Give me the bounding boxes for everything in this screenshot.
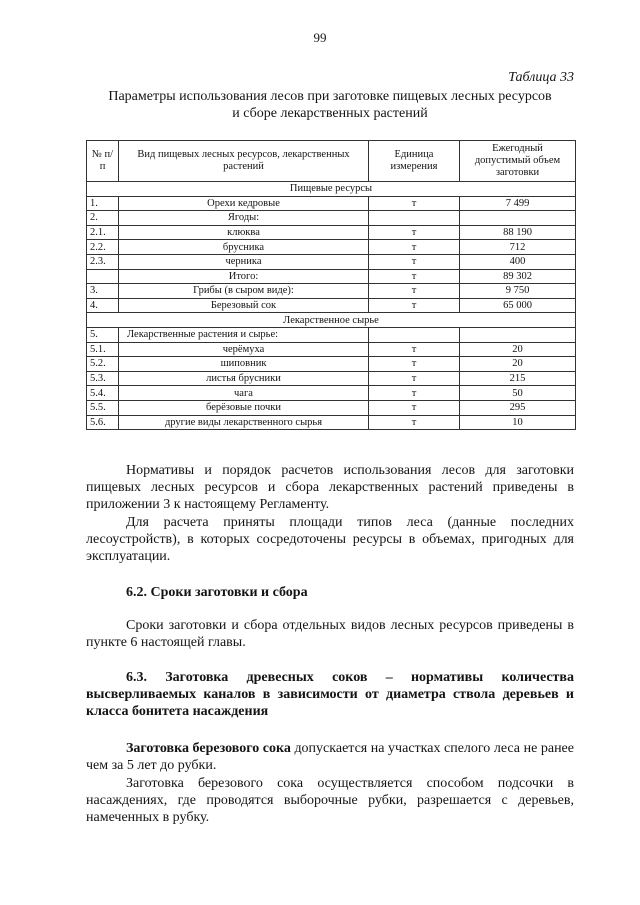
row-name: другие виды лекарственного сырья [119, 415, 369, 430]
paragraph-birch-sap-harvest [86, 740, 574, 774]
section-food-label: Пищевые ресурсы [87, 182, 576, 197]
table-title-line-1: Параметры использования лесов при заготовке пищевых лесных ресурсов [108, 89, 552, 104]
table-row-total [87, 269, 576, 284]
paragraph-calculation: Для расчета приняты площади типов леса (данные последних лесоустройств), в которых сосредоточены ресурсы в объемах, пригодных для эксплуатации. [86, 515, 574, 564]
table-title-line-2: и сборе лекарственных растений [232, 106, 428, 121]
row-value: 712 [460, 240, 576, 255]
row-num: 1. [87, 196, 119, 211]
row-num: 5.6. [87, 415, 119, 430]
header-unit: Единица измерения [369, 141, 460, 182]
paragraph-terms: Сроки заготовки и сбора отдельных видов лесных ресурсов приведены в пункте 6 настоящей главы. [86, 618, 574, 650]
resources-table [86, 140, 576, 430]
row-name: Итого: [119, 269, 369, 284]
table-title [60, 88, 600, 122]
row-name: Орехи кедровые [119, 196, 369, 211]
row-name: листья брусники [119, 371, 369, 386]
row-value [460, 211, 576, 226]
row-num: 2.1. [87, 225, 119, 240]
row-unit: т [369, 357, 460, 372]
row-value: 215 [460, 371, 576, 386]
row-num: 2. [87, 211, 119, 226]
birch-sap-rest: допускается на участках спелого леса не ранее чем за 5 лет до рубки. [86, 741, 574, 773]
row-name: Лекарственные растения и сырье: [119, 327, 369, 342]
row-value: 10 [460, 415, 576, 430]
row-name: Березовый сок [119, 298, 369, 313]
table-row [87, 254, 576, 269]
row-num: 5.2. [87, 357, 119, 372]
row-value: 89 302 [460, 269, 576, 284]
row-num: 5.3. [87, 371, 119, 386]
row-value: 20 [460, 342, 576, 357]
table-row [87, 211, 576, 226]
row-unit: т [369, 269, 460, 284]
row-name: чага [119, 386, 369, 401]
table-row [87, 225, 576, 240]
table-row [87, 386, 576, 401]
row-unit: т [369, 240, 460, 255]
row-num: 4. [87, 298, 119, 313]
table-row [87, 342, 576, 357]
header-type: Вид пищевых лесных ресурсов, лекарственных растений [119, 141, 369, 182]
section-medicinal-label: Лекарственное сырье [87, 313, 576, 328]
row-value: 50 [460, 386, 576, 401]
birch-sap-bold-lead: Заготовка березового сока [126, 741, 291, 756]
row-unit: т [369, 371, 460, 386]
table-row [87, 400, 576, 415]
row-name: клюква [119, 225, 369, 240]
row-value: 88 190 [460, 225, 576, 240]
row-num [87, 269, 119, 284]
row-value: 9 750 [460, 284, 576, 299]
row-unit: т [369, 342, 460, 357]
section-row-food [87, 182, 576, 197]
table-label: Таблица 33 [508, 70, 574, 85]
heading-6-3: 6.3. Заготовка древесных соков – нормативы количества высверливаемых каналов в зависимости от диаметра ствола деревьев и класса бонитета насаждения [86, 670, 574, 719]
row-unit [369, 211, 460, 226]
row-value: 65 000 [460, 298, 576, 313]
row-name: Грибы (в сыром виде): [119, 284, 369, 299]
row-unit [369, 327, 460, 342]
row-num: 5.4. [87, 386, 119, 401]
row-unit: т [369, 298, 460, 313]
paragraph-standards: Нормативы и порядок расчетов использования лесов для заготовки пищевых лесных ресурсов и сбора лекарственных растений приведены в приложении 3 к настоящему Регламенту. [86, 463, 574, 512]
row-unit: т [369, 225, 460, 240]
row-unit: т [369, 196, 460, 211]
table-row [87, 357, 576, 372]
row-unit: т [369, 415, 460, 430]
row-num: 2.3. [87, 254, 119, 269]
row-num: 2.2. [87, 240, 119, 255]
row-name: черёмуха [119, 342, 369, 357]
paragraph-tapping-method: Заготовка березового сока осуществляется способом подсочки в насаждениях, где проводятся выборочные рубки, разрешается с деревьев, намеченных в рубку. [86, 776, 574, 825]
table-row [87, 371, 576, 386]
row-num: 5.5. [87, 400, 119, 415]
header-volume: Ежегодный допустимый объем заготовки [460, 141, 576, 182]
table-row [87, 327, 576, 342]
row-num: 5.1. [87, 342, 119, 357]
row-unit: т [369, 284, 460, 299]
section-row-medicinal [87, 313, 576, 328]
heading-6-2: 6.2. Сроки заготовки и сбора [126, 585, 308, 600]
row-num: 3. [87, 284, 119, 299]
row-num: 5. [87, 327, 119, 342]
header-num: № п/п [87, 141, 119, 182]
table-row [87, 284, 576, 299]
row-unit: т [369, 254, 460, 269]
page-number: 99 [313, 30, 327, 45]
row-value: 20 [460, 357, 576, 372]
row-unit: т [369, 400, 460, 415]
row-value: 295 [460, 400, 576, 415]
row-name: шиповник [119, 357, 369, 372]
row-name: черника [119, 254, 369, 269]
row-value: 7 499 [460, 196, 576, 211]
table-header-row [87, 141, 576, 182]
row-value [460, 327, 576, 342]
table-row [87, 298, 576, 313]
table-row [87, 196, 576, 211]
row-name: брусника [119, 240, 369, 255]
row-unit: т [369, 386, 460, 401]
table-row [87, 240, 576, 255]
row-value: 400 [460, 254, 576, 269]
table-row [87, 415, 576, 430]
row-name: Ягоды: [119, 211, 369, 226]
row-name: берёзовые почки [119, 400, 369, 415]
